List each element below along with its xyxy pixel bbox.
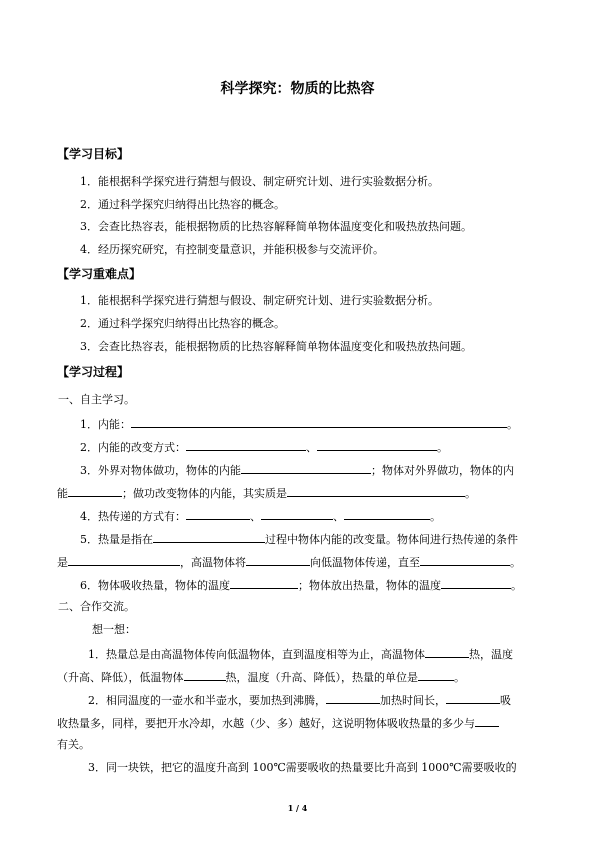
part-heading-self-study: 一、自主学习。 — [58, 393, 135, 406]
key-point-item: 2．通过科学探究归纳得出比热容的概念。 — [80, 317, 285, 330]
think-question-2-end: 有关。 — [57, 738, 90, 751]
key-point-item: 3．会查比热容表，能根据物质的比热容解释简单物体温度变化和吸热放热问题。 — [80, 340, 472, 353]
goal-item: 2．通过科学探究归纳得出比热容的概念。 — [80, 198, 285, 211]
goal-item: 4．经历探究研究，有控制变量意识，并能积极参与交流评价。 — [80, 243, 384, 256]
answer-blank[interactable] — [184, 669, 226, 681]
answer-blank[interactable] — [317, 439, 437, 451]
answer-blank[interactable] — [241, 462, 371, 474]
answer-blank[interactable] — [420, 554, 510, 566]
answer-blank[interactable] — [425, 646, 469, 658]
answer-blank[interactable] — [153, 531, 265, 543]
page-title: 科学探究：物质的比热容 — [220, 81, 375, 97]
answer-blank[interactable] — [186, 439, 306, 451]
answer-blank[interactable] — [68, 485, 122, 497]
answer-blank[interactable] — [131, 416, 507, 428]
key-point-item: 1．能根据科学探究进行猜想与假设、制定研究计划、进行实验数据分析。 — [80, 294, 439, 307]
question-3-continued: 能 ；做功改变物体的内能，其实质是 。 — [57, 487, 476, 500]
part-heading-cooperation: 二、合作交流。 — [58, 600, 135, 613]
question-5-continued: 是 ，高温物体将 向低温物体传递，直至 。 — [57, 556, 521, 569]
answer-blank[interactable] — [418, 669, 454, 681]
think-question-1-continued: （升高、降低），低温物体 热，温度（升高、降低），热量的单位是 。 — [57, 671, 465, 684]
think-question-2: 2．相同温度的一壶水和半壶水，要加热到沸腾， 加热时间长， 吸 — [88, 694, 511, 707]
think-heading: 想一想： — [92, 623, 136, 636]
goal-item: 1．能根据科学探究进行猜想与假设、制定研究计划、进行实验数据分析。 — [80, 175, 439, 188]
section-heading-key-points: 【学习重难点】 — [57, 267, 142, 281]
think-question-1: 1．热量总是由高温物体传向低温物体，直到温度相等为止，高温物体 热，温度 — [88, 648, 513, 661]
section-heading-goals: 【学习目标】 — [57, 147, 130, 161]
goal-item: 3．会查比热容表，能根据物质的比热容解释简单物体温度变化和吸热放热问题。 — [80, 220, 472, 233]
question-1: 1．内能： 。 — [80, 418, 518, 431]
answer-blank[interactable] — [287, 485, 465, 497]
answer-blank[interactable] — [441, 577, 511, 589]
question-2: 2．内能的改变方式： 、 。 — [80, 441, 448, 454]
think-question-2-continued: 收热量多，同样，要把开水冷却，水越（少、多）越好，这说明物体吸收热量的多少与 — [57, 715, 499, 731]
answer-blank[interactable] — [68, 554, 180, 566]
page-number: 1 / 4 — [287, 803, 308, 813]
answer-blank[interactable] — [475, 715, 499, 727]
think-question-3: 3．同一块铁，把它的温度升高到 100℃需要吸收的热量要比升高到 1000℃需要吸收的 — [88, 761, 517, 774]
question-6: 6．物体吸收热量，物体的温度 ；物体放出热量，物体的温度 。 — [80, 579, 522, 592]
answer-blank[interactable] — [326, 692, 380, 704]
question-3: 3．外界对物体做功，物体的内能 ；物体对外界做功，物体的内 — [80, 464, 514, 477]
answer-blank[interactable] — [246, 554, 310, 566]
answer-blank[interactable] — [186, 508, 250, 520]
answer-blank[interactable] — [446, 692, 500, 704]
question-4: 4．热传递的方式有： 、 、 。 — [80, 510, 441, 523]
answer-blank[interactable] — [261, 508, 333, 520]
section-heading-process: 【学习过程】 — [57, 365, 130, 379]
answer-blank[interactable] — [230, 577, 298, 589]
answer-blank[interactable] — [344, 508, 430, 520]
question-5: 5．热量是指在 过程中物体内能的改变量。物体间进行热传递的条件 — [80, 533, 518, 546]
